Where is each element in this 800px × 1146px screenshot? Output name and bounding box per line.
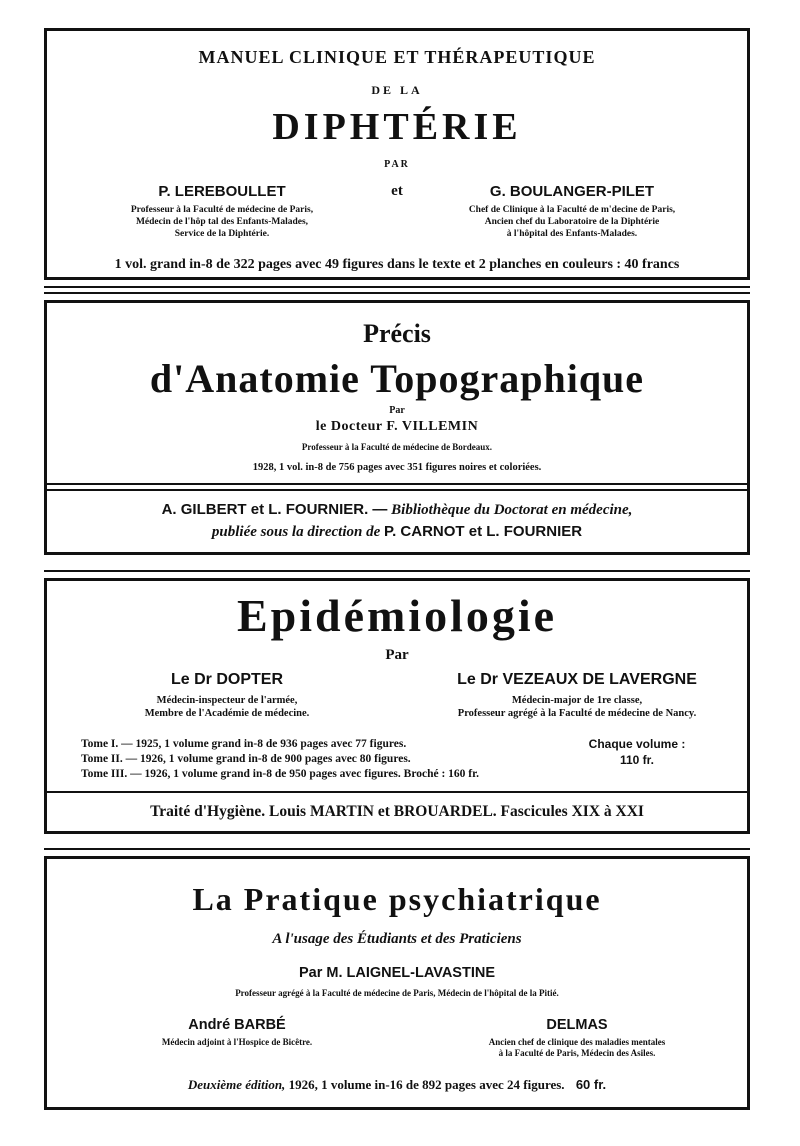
psychiatrique-subtitle: A l'usage des Étudiants et des Praticiens — [272, 931, 522, 947]
psychiatrique-author-role: Professeur agrégé à la Faculté de médecine de Paris, Médecin de l'hôpital de la Pitié. — [235, 988, 559, 998]
edition-label: Deuxième édition, — [187, 1077, 286, 1092]
delmas-line2: à la Faculté de Paris, Médecin des Asiles. — [498, 1048, 656, 1058]
divider — [44, 292, 750, 294]
divider — [47, 791, 747, 793]
psychiatrique-price: 60 fr. — [575, 1077, 607, 1092]
anatomie-edition: 1928, 1 vol. in-8 de 756 pages avec 351 figures noires et coloriées. — [252, 462, 542, 473]
divider — [44, 570, 750, 572]
psychiatrique-title: La Pratique psychiatrique — [192, 881, 602, 917]
delmas-line1: Ancien chef de clinique des maladies mentales — [488, 1037, 666, 1047]
author1-line1: Professeur à la Faculté de médecine de Paris, — [130, 205, 314, 215]
tome-1: Tome I. — 1925, 1 volume grand in-8 de 936 pages avec 77 figures. — [81, 738, 407, 750]
epidemiologie-par: Par — [385, 647, 409, 663]
tome-2: Tome II. — 1926, 1 volume grand in-8 de 900 pages avec 80 figures. — [81, 753, 411, 765]
delmas-credentials — [447, 1037, 707, 1059]
divider — [47, 489, 747, 491]
author-barbe: André BARBÉ — [188, 1017, 286, 1033]
vezeaux-line2: Professeur agrégé à la Faculté de médecine de Nancy. — [457, 708, 697, 719]
author2-line3: à l'hôpital des Enfants-Malades. — [506, 229, 638, 239]
anatomie-author: le Docteur F. VILLEMIN — [315, 419, 479, 434]
dopter-line1: Médecin-inspecteur de l'armée, — [156, 695, 298, 706]
author1-credentials — [92, 204, 352, 240]
ad-epidemiologie — [44, 578, 750, 834]
anatomie-author-role: Professeur à la Faculté de médecine de Bordeaux. — [301, 442, 493, 452]
tome-3: Tome III. — 1926, 1 volume grand in-8 de 950 pages avec figures. Broché : 160 fr. — [81, 768, 480, 780]
author2-credentials — [422, 204, 722, 240]
edition-details: 1926, 1 volume in-16 de 892 pages avec 24 figures. — [288, 1077, 565, 1092]
diphterie-par: PAR — [384, 159, 410, 170]
author1-line2: Médecin de l'hôp tal des Enfants-Malades, — [135, 217, 309, 227]
diphterie-footer: 1 vol. grand in-8 de 322 pages avec 49 figures dans le texte et 2 planches en couleurs : 40 francs — [114, 257, 680, 272]
author1-line3: Service de la Diphtérie. — [174, 229, 270, 239]
author2-line2: Ancien chef du Laboratoire de la Diphtérie — [484, 217, 660, 227]
vezeaux-credentials — [417, 694, 737, 720]
diphterie-title: DIPHTÉRIE — [272, 106, 522, 148]
divider — [47, 483, 747, 485]
author2-line1: Chef de Clinique à la Faculté de m'decine de Paris, — [468, 205, 676, 215]
author-delmas: DELMAS — [546, 1017, 608, 1033]
anatomie-series-line1 — [47, 501, 747, 519]
epidemiologie-title: Epidémiologie — [236, 590, 558, 641]
dopter-line2: Membre de l'Académie de médecine. — [144, 708, 310, 719]
epidemiologie-price: 110 fr. — [619, 753, 655, 767]
series-direction: publiée sous la direction de — [211, 524, 381, 540]
dopter-credentials — [97, 694, 357, 720]
ad-psychiatrique — [44, 856, 750, 1110]
psychiatrique-author: Par M. LAIGNEL-LAVASTINE — [298, 965, 496, 981]
anatomie-series-line2 — [47, 523, 747, 541]
chaque-volume: Chaque volume : — [588, 737, 686, 751]
series-directors: P. CARNOT et L. FOURNIER — [384, 523, 583, 540]
ad-diphterie — [44, 28, 750, 280]
divider — [44, 286, 750, 288]
author-dopter: Le Dr DOPTER — [170, 671, 283, 688]
vezeaux-line1: Médecin-major de 1re classe, — [511, 695, 643, 706]
series-title: Bibliothèque du Doctorat en médecine, — [391, 502, 633, 518]
diphterie-et: et — [391, 183, 403, 199]
barbe-role: Médecin adjoint à l'Hospice de Bicêtre. — [161, 1037, 313, 1047]
epidemiologie-series: Traité d'Hygiène. Louis MARTIN et BROUARDEL. Fascicules XIX à XXI — [150, 803, 644, 820]
anatomie-precis: Précis — [363, 319, 431, 348]
divider — [44, 848, 750, 850]
series-authors: A. GILBERT et L. FOURNIER. — — [161, 501, 388, 518]
anatomie-title: d'Anatomie Topographique — [149, 356, 645, 401]
author-boulanger-pilet: G. BOULANGER-PILET — [489, 183, 655, 200]
psychiatrique-edition — [47, 1077, 747, 1093]
diphterie-de-la: DE LA — [371, 83, 423, 97]
ad-anatomie — [44, 300, 750, 555]
anatomie-par: Par — [389, 405, 405, 416]
author-vezeaux: Le Dr VEZEAUX DE LAVERGNE — [457, 671, 697, 688]
diphterie-header: MANUEL CLINIQUE ET THÉRAPEUTIQUE — [198, 47, 596, 67]
author-lereboullet: P. LEREBOULLET — [158, 183, 286, 200]
